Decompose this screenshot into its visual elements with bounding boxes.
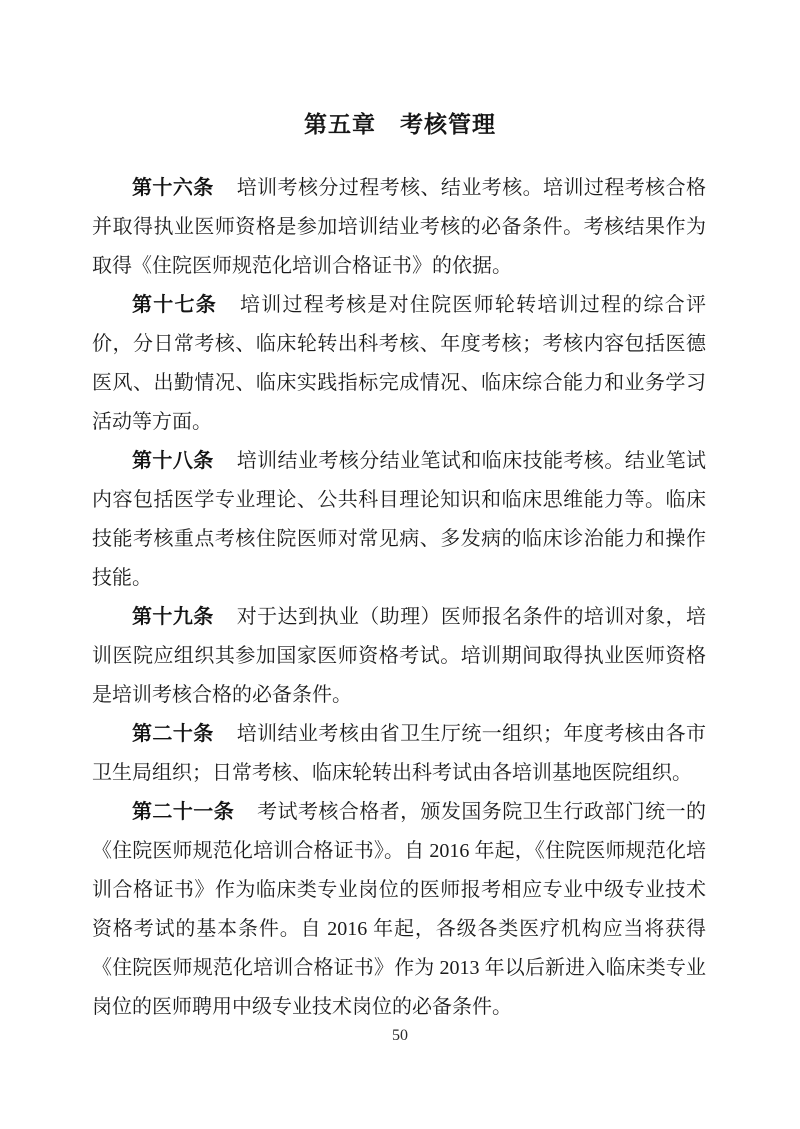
article-text: 考试考核合格者，颁发国务院卫生行政部门统一的《住院医师规范化培训合格证书》。自 2016 年起，《住院医师规范化培训合格证书》作为临床类专业岗位的医师报考相应专业中级专业技术资格考试的基本条件。自 2016 年起，各级各类医疗机构应当将获得《住院医师规范化培训合格证书》作为 2013 年以后新进入临床类专业岗位的医师聘用中级专业技术岗位的必备条件。 [92, 801, 707, 1018]
article-text: 培训过程考核是对住院医师轮转培训过程的综合评价，分日常考核、临床轮转出科考核、年度考核；考核内容包括医德医风、出勤情况、临床实践指标完成情况、临床综合能力和业务学习活动等方面。 [92, 294, 707, 433]
article-label: 第十八条 [132, 450, 214, 472]
page-number: 50 [392, 1027, 408, 1044]
article-paragraph [92, 793, 706, 1027]
chapter-title: 第五章 考核管理 [304, 112, 496, 137]
article-label: 第十九条 [132, 606, 214, 628]
article-label: 第十六条 [132, 177, 214, 199]
article-text: 培训结业考核分结业笔试和临床技能考核。结业笔试内容包括医学专业理论、公共科目理论知识和临床思维能力等。临床技能考核重点考核住院医师对常见病、多发病的临床诊治能力和操作技能。 [92, 450, 707, 589]
article-paragraph [92, 286, 706, 442]
article-paragraph [92, 442, 706, 598]
article-paragraph [92, 169, 706, 286]
article-label: 第十七条 [132, 294, 217, 316]
article-text: 培训考核分过程考核、结业考核。培训过程考核合格并取得执业医师资格是参加培训结业考核的必备条件。考核结果作为取得《住院医师规范化培训合格证书》的依据。 [92, 177, 707, 277]
article-text: 培训结业考核由省卫生厅统一组织；年度考核由各市卫生局组织；日常考核、临床轮转出科考试由各培训基地医院组织。 [92, 723, 707, 784]
article-list [92, 169, 706, 1027]
article-label: 第二十条 [132, 723, 214, 745]
article-text: 对于达到执业（助理）医师报名条件的培训对象，培训医院应组织其参加国家医师资格考试。培训期间取得执业医师资格是培训考核合格的必备条件。 [92, 606, 707, 706]
article-paragraph [92, 598, 706, 715]
article-label: 第二十一条 [132, 801, 235, 823]
article-paragraph [92, 715, 706, 793]
